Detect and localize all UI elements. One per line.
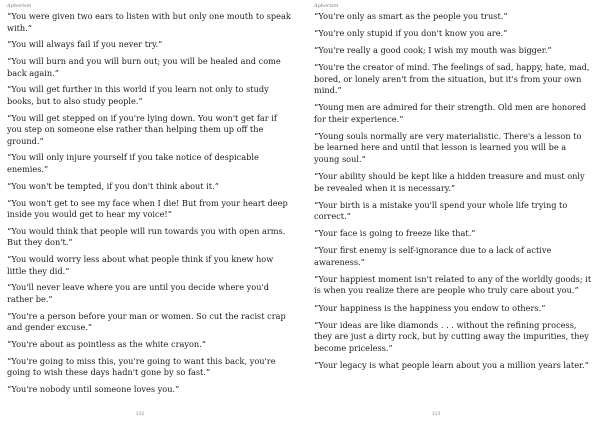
quote-item: “You'll never leave where you are until you decide where you'd rather be.” (7, 282, 269, 304)
quote-list (314, 11, 594, 371)
quote-item: “You would worry less about what people think if you knew how little they did.” (7, 254, 274, 276)
quote-item: “Young men are admired for their strength. Old men are honored for their experience.” (314, 102, 587, 124)
quote-item: “Your legacy is what people learn about you a million years later.” (314, 359, 589, 370)
quote-item: “Your happiness is the happiness you endow to others.” (314, 302, 546, 313)
quote-item: “Your birth is a mistake you'll spend your whole life trying to correct.” (314, 199, 568, 222)
quote-item: “You're only as smart as the people you trust.” (314, 11, 508, 21)
quote-item: “You're about as pointless as the white crayon.” (7, 339, 206, 350)
quote-item: “You're nobody until someone loves you.” (7, 384, 180, 395)
quote-item: “Young souls normally are very materialistic. There's a lesson to be learned here and until that lesson is learned you will be a young soul.” (314, 130, 582, 164)
quote-list (7, 11, 294, 396)
quote-item: “Your face is going to freeze like that.” (314, 228, 476, 239)
quote-item: “Your happiest moment isn't related to any of the worldly goods; it is when you realize there are people who truly care about you.” (314, 273, 592, 296)
quote-item: “You will get stepped on if you're lying down. You won't get far if you step on someone else rather than helping them up off the ground.” (7, 112, 277, 146)
running-head: Aphorism (314, 3, 339, 9)
quote-item: “You're a person before your man or women. So cut the racist crap and gender excuse.” (7, 310, 286, 333)
quote-item: “You're the creator of mind. The feelings of sad, happy, hate, mad, bored, or lonely aren't from the situation, but it's from your own mind.” (314, 62, 590, 96)
right-page (300, 0, 600, 424)
page-number: 113 (431, 412, 441, 417)
quote-item: “You would think that people will run towards you with open arms. But they don't.” (7, 225, 286, 248)
quote-item: “You will always fail if you never try.” (7, 39, 163, 50)
quote-item: “You're only stupid if you don't know you are.” (314, 28, 508, 39)
quote-item: “You will get further in this world if you learn not only to study books, but to also study people.” (7, 84, 269, 106)
quote-item: “You will burn and you will burn out; you will be healed and come back again.” (7, 56, 281, 78)
quote-item: “You will only injure yourself if you take notice of despicable enemies.” (7, 152, 259, 174)
quote-item: “You're really a good cook; I wish my mouth was bigger.” (314, 45, 552, 56)
page-number: 112 (135, 412, 145, 417)
quote-item: “Your ideas are like diamonds . . . without the refining process, they are just a dirty rock, but by cutting away the impurities, they become priceless.” (314, 319, 589, 353)
quote-item: “Your first enemy is self-ignorance due to a lack of active awareness.” (314, 245, 552, 267)
quote-item: “Your ability should be kept like a hidden treasure and must only be revealed when it is necessary.” (314, 171, 585, 193)
quote-item: “You won't be tempted, if you don't think about it.” (7, 180, 219, 191)
quote-item: “You were given two ears to listen with but only one mouth to speak with.” (7, 11, 291, 33)
quote-item: “You won't get to see my face when I die! But from your heart deep inside you would get to hear my voice!” (7, 197, 288, 220)
quote-item: “You're going to miss this, you're going to want this back, you're going to wish these days hadn't gone by so fast.” (7, 355, 276, 378)
running-head: Aphorism (7, 3, 32, 9)
